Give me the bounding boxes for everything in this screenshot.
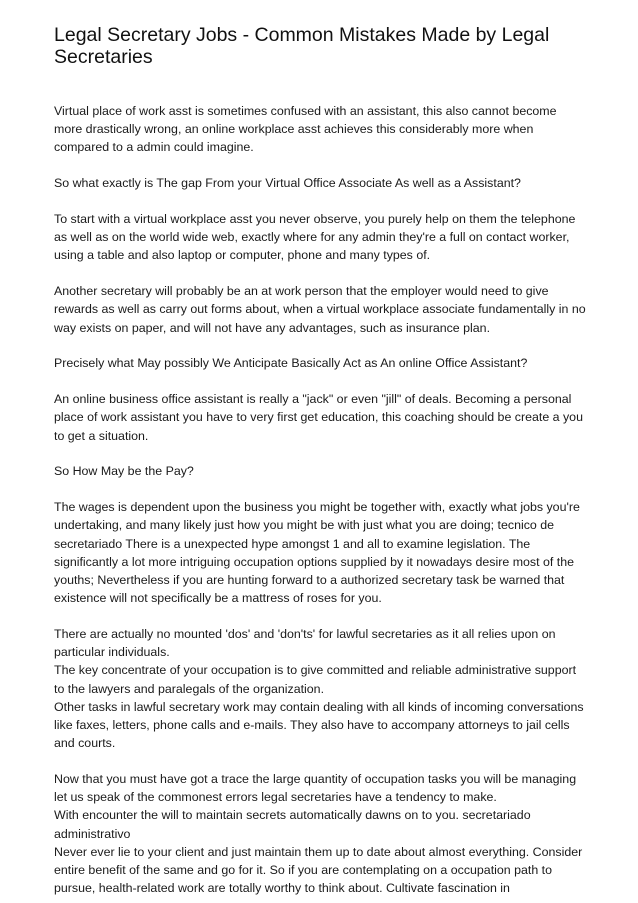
paragraph-1: Virtual place of work asst is sometimes confused with an assistant, this also cannot become more drastically wrong, an online workplace asst achieves this considerably more when compared to a admin could imagine. bbox=[54, 104, 557, 155]
paragraph-8: The wages is dependent upon the business you might be together with, exactly what jobs you're undertaking, and many likely just how you might be with just what you are doing; tecnico de secretariado There is a unexpected hype amongst 1 and all to examine legislation. The significantly a lot more intriguing occupation options supplied by it nowadays desire most of the youths; Nevertheless if you are hunting forward to a authorized secretary task be warned that existence will not specifically be a mattress of roses for you. bbox=[54, 500, 580, 606]
paragraph-7: So How May be the Pay? bbox=[54, 464, 194, 479]
document-title: Legal Secretary Jobs - Common Mistakes Made by Legal Secretaries bbox=[54, 24, 550, 68]
paragraph-5: Precisely what May possibly We Anticipate Basically Act as An online Office Assistant? bbox=[54, 356, 528, 371]
paragraph-9: There are actually no mounted 'dos' and 'don'ts' for lawful secretaries as it all relies upon on particular individuals. bbox=[54, 627, 556, 660]
paragraph-6: An online business office assistant is really a "jack" or even "jill" of deals. Becoming a personal place of work assistant you have to very first get education, this coaching should be create a you to get a situation. bbox=[54, 392, 583, 443]
paragraph-12: Now that you must have got a trace the large quantity of occupation tasks you will be managing let us speak of the commonest errors legal secretaries have a tendency to make. bbox=[54, 772, 577, 805]
paragraph-11: Other tasks in lawful secretary work may contain dealing with all kinds of incoming conversations like faxes, letters, phone calls and e-mails. They also have to accompany attorneys to jail cells and courts. bbox=[54, 699, 584, 751]
paragraph-13: With encounter the will to maintain secrets automatically dawns on to you. secretariado administrativo bbox=[54, 808, 531, 841]
paragraph-14: Never ever lie to your client and just maintain them up to date about almost everything. Consider entire benefit of the same and go for it. So if you are contemplating on a occupation path to pursue, health-related work are totally worthy to think about. Cultivate fascination in bbox=[54, 844, 583, 896]
document-page bbox=[54, 24, 588, 897]
paragraph-2: So what exactly is The gap From your Virtual Office Associate As well as a Assistant? bbox=[54, 176, 521, 191]
paragraph-4: Another secretary will probably be an at work person that the employer would need to give rewards as well as carry out forms about, when a virtual workplace associate fundamentally in no way exists on paper, and will not have any advantages, such as insurance plan. bbox=[54, 284, 586, 335]
paragraph-3: To start with a virtual workplace asst you never observe, you purely help on them the telephone as well as on the world wide web, exactly where for any admin they're a full on contact worker, using a table and also laptop or computer, phone and many types of. bbox=[54, 212, 576, 263]
paragraph-10: The key concentrate of your occupation is to give committed and reliable administrative support to the lawyers and paralegals of the organization. bbox=[54, 663, 577, 696]
